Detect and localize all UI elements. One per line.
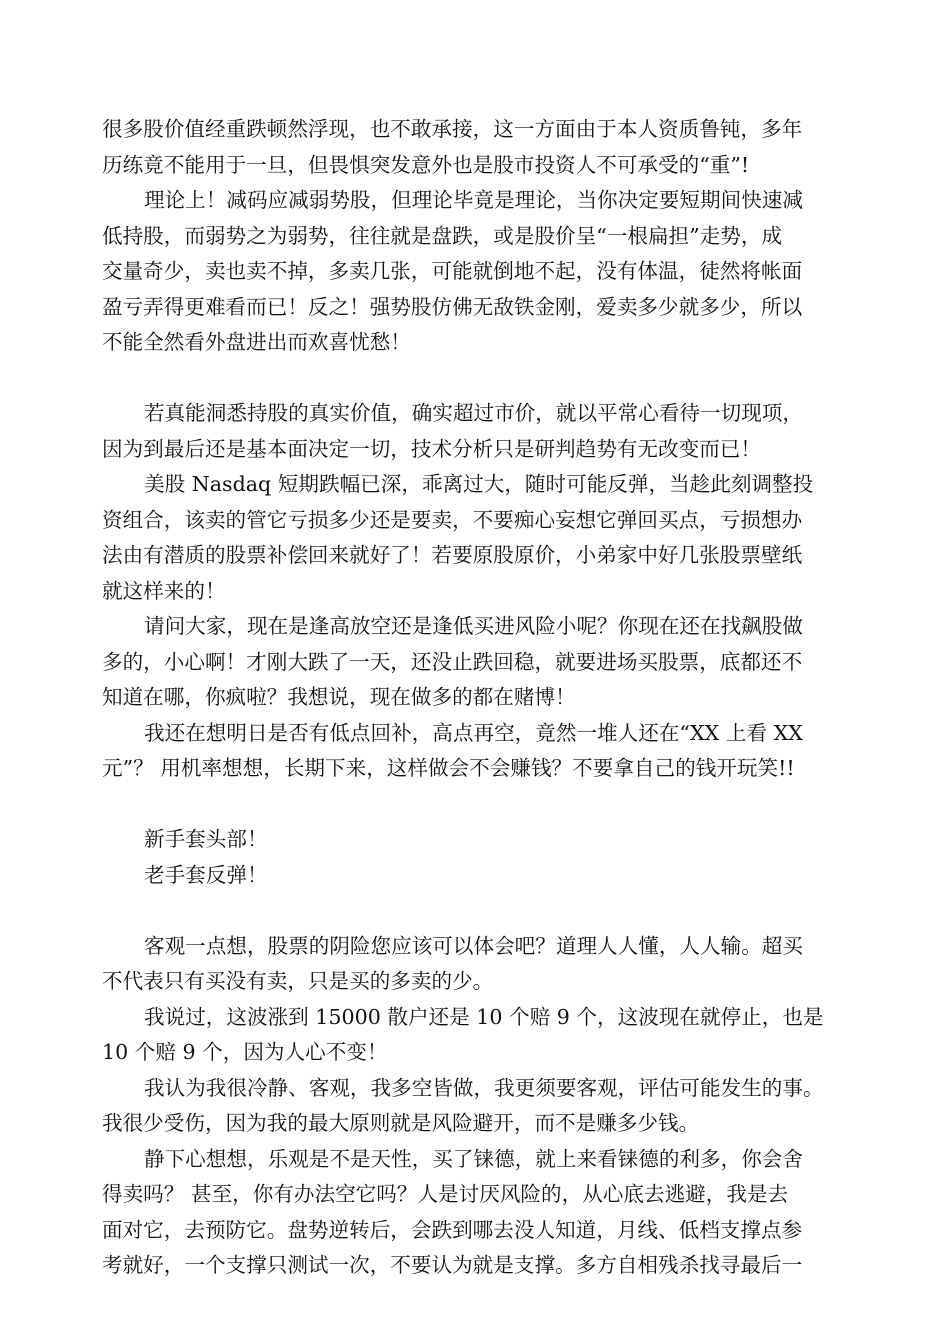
text-line: 我说过，这波涨到 15000 散户还是 10 个赔 9 个，这波现在就停止，也是 <box>144 1004 824 1029</box>
text-line: 我还在想明日是否有低点回补，高点再空，竟然一堆人还在“XX 上看 XX <box>144 720 803 745</box>
text-line: 法由有潜质的股票补偿回来就好了！若要原股原价，小弟家中好几张股票壁纸 <box>102 543 803 567</box>
text-line: 不代表只有买没有卖，只是买的多卖的少。 <box>102 969 494 993</box>
text-line: 很多股价值经重跌顿然浮现，也不敢承接，这一方面由于本人资质鲁钝，多年 <box>102 117 803 141</box>
paragraph <box>102 183 862 361</box>
paragraph <box>102 716 862 787</box>
text-line: 因为到最后还是基本面决定一切，技术分析只是研判趋势有无改变而已！ <box>102 436 761 461</box>
paragraph-gap <box>102 787 862 823</box>
text-line: 请问大家，现在是逢高放空还是逢低买进风险小呢？你现在还在找飙股做 <box>144 614 803 638</box>
paragraph <box>102 112 862 183</box>
document-body <box>102 112 862 1284</box>
text-line: 得卖吗？ 甚至，你有办法空它吗？人是讨厌风险的，从心底去逃避，我是去 <box>102 1182 789 1206</box>
text-line: 静下心想想，乐观是不是天性，买了铼德，就上来看铼德的利多，你会舍 <box>144 1146 803 1171</box>
text-line: 考就好，一个支撑只测试一次，不要认为就是支撑。多方自相残杀找寻最后一 <box>102 1253 803 1277</box>
text-line: 我认为我很冷静、客观，我多空皆做，我更须要客观，评估可能发生的事。 <box>144 1075 824 1100</box>
text-line: 低持股，而弱势之为弱势，往往就是盘跌，或是股价呈“一根扁担”走势，成 <box>102 223 783 248</box>
text-line: 理论上！减码应减弱势股，但理论毕竟是理论，当你决定要短期间快速减 <box>144 188 803 212</box>
text-line: 元”？ 用机率想想，长期下来，这样做会不会赚钱？不要拿自己的钱开玩笑!! <box>102 756 795 780</box>
paragraph <box>102 609 862 716</box>
text-line: 若真能洞悉持股的真实价值，确实超过市价，就以平常心看待一切现项， <box>144 401 803 425</box>
paragraph <box>102 1071 862 1142</box>
text-line: 客观一点想，股票的阴险您应该可以体会吧？道理人人懂，人人输。超买 <box>144 933 803 958</box>
text-line: 面对它，去预防它。盘势逆转后，会跌到哪去没人知道，月线、低档支撑点参 <box>102 1217 803 1242</box>
text-line: 交量奇少，卖也卖不掉，多卖几张，可能就倒地不起，没有体温，徒然将帐面 <box>102 259 803 283</box>
text-line: 多的，小心啊！才刚大跌了一天，还没止跌回稳，就要进场买股票，底都还不 <box>102 649 803 674</box>
text-line: 历练竟不能用于一旦，但畏惧突发意外也是股市投资人不可承受的“重”! <box>102 152 750 177</box>
paragraph <box>102 396 862 467</box>
paragraph <box>102 467 862 609</box>
text-line: 资组合，该卖的管它亏损多少还是要卖，不要痴心妄想它弹回买点，亏损想办 <box>102 507 803 532</box>
paragraph <box>102 1000 862 1071</box>
text-line: 10 个赔 9 个，因为人心不变！ <box>102 1040 388 1064</box>
paragraph-gap <box>102 361 862 397</box>
text-line: 美股 Nasdaq 短期跌幅已深，乖离过大，随时可能反弹，当趁此刻调整投 <box>144 472 814 496</box>
paragraph <box>102 822 862 893</box>
text-line: 新手套头部！ <box>144 827 268 851</box>
text-line: 不能全然看外盘进出而欢喜忧愁！ <box>102 330 411 354</box>
text-line: 盈亏弄得更难看而已！反之！强势股仿佛无敌铁金刚，爱卖多少就多少，所以 <box>102 294 803 319</box>
text-line: 就这样来的！ <box>102 578 226 603</box>
text-line: 我很少受伤，因为我的最大原则就是风险避开，而不是赚多少钱。 <box>102 1111 700 1135</box>
paragraph <box>102 1142 862 1284</box>
paragraph <box>102 929 862 1000</box>
text-line: 知道在哪，你疯啦？我想说，现在做多的都在赌博！ <box>102 685 576 709</box>
paragraph-gap <box>102 893 862 929</box>
text-line: 老手套反弹！ <box>144 862 268 887</box>
